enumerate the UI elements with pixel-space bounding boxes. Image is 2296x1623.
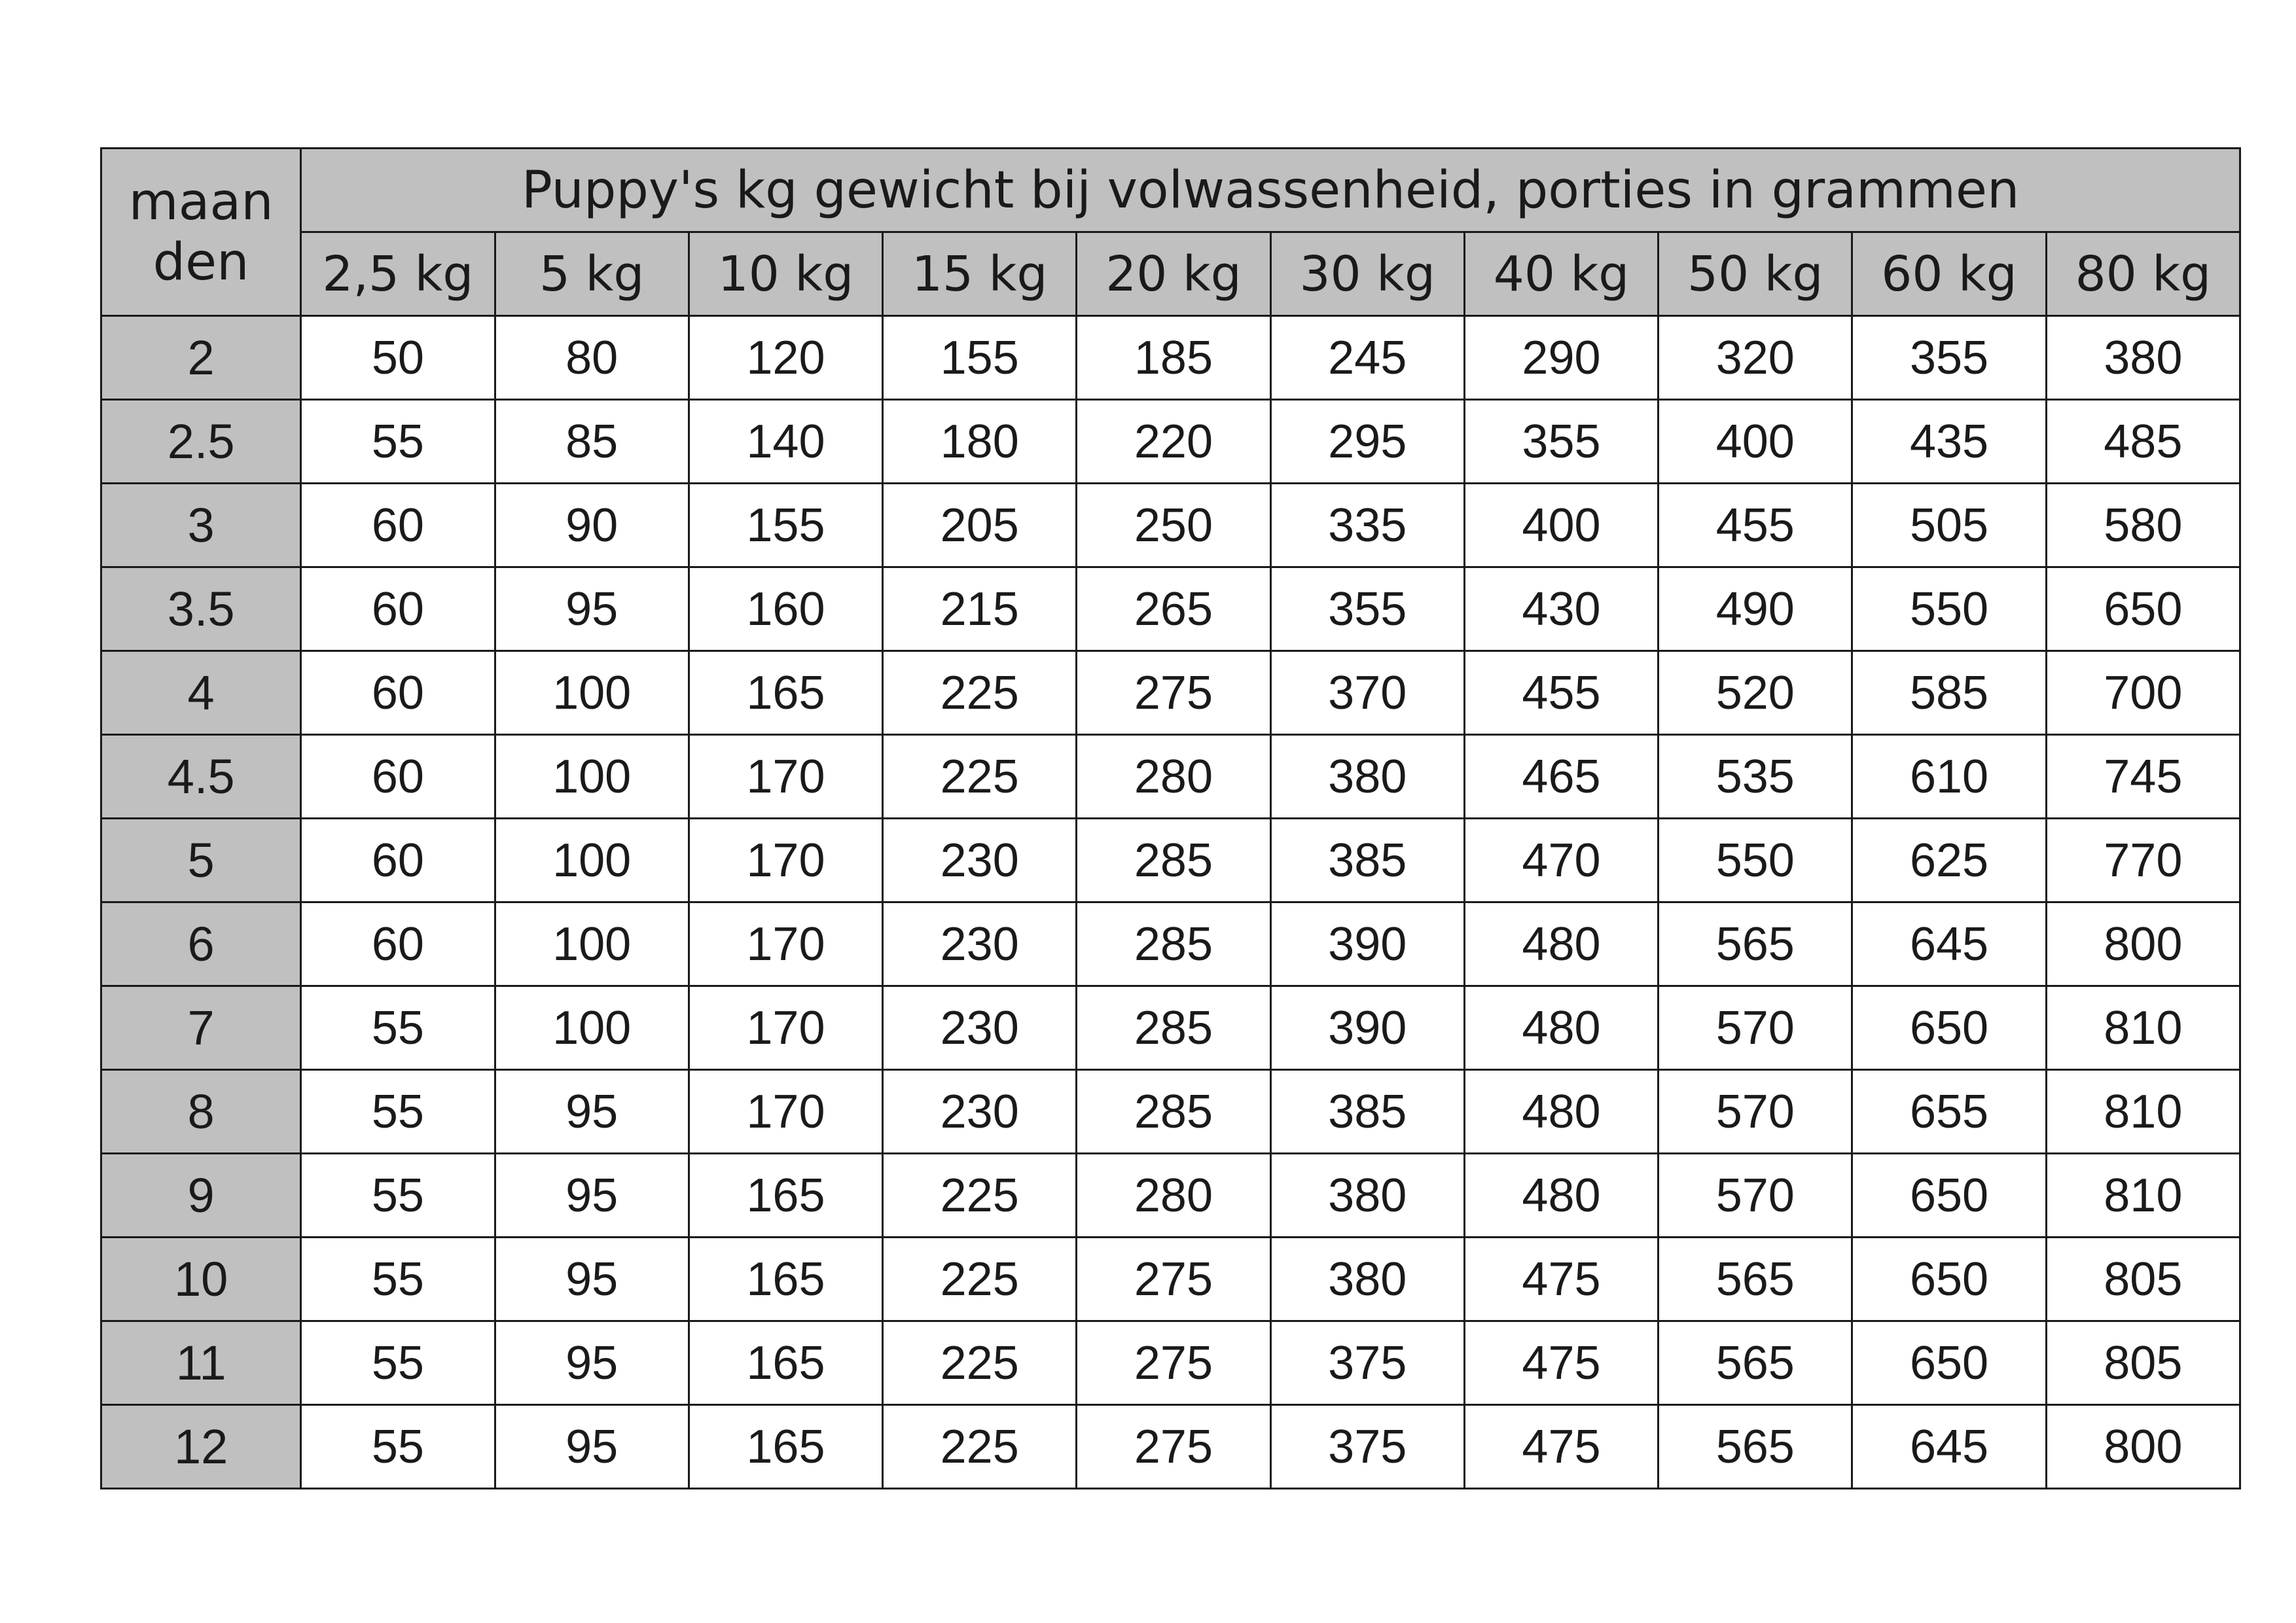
- portion-cell: 650: [1852, 1238, 2046, 1321]
- portion-cell: 165: [689, 1321, 882, 1405]
- portion-cell: 475: [1464, 1238, 1658, 1321]
- portion-cell: 800: [2046, 1405, 2240, 1489]
- portion-cell: 375: [1270, 1321, 1464, 1405]
- table-row: [101, 1070, 2240, 1154]
- portion-cell: 275: [1077, 1238, 1270, 1321]
- portion-cell: 165: [689, 651, 882, 735]
- weight-column-header: 15 kg: [883, 232, 1077, 316]
- portion-cell: 535: [1659, 735, 1852, 819]
- portion-cell: 645: [1852, 902, 2046, 986]
- portion-cell: 60: [301, 651, 495, 735]
- table-row: [101, 735, 2240, 819]
- portion-cell: 385: [1270, 819, 1464, 902]
- portion-cell: 55: [301, 1238, 495, 1321]
- month-cell: 12: [101, 1405, 301, 1489]
- portion-cell: 480: [1464, 986, 1658, 1070]
- month-cell: 10: [101, 1238, 301, 1321]
- month-cell: 5: [101, 819, 301, 902]
- portion-cell: 520: [1659, 651, 1852, 735]
- portion-cell: 810: [2046, 1154, 2240, 1238]
- weight-column-header: 20 kg: [1077, 232, 1270, 316]
- portion-cell: 165: [689, 1405, 882, 1489]
- portion-cell: 180: [883, 400, 1077, 484]
- portion-cell: 225: [883, 1405, 1077, 1489]
- portion-cell: 170: [689, 902, 882, 986]
- weight-column-header: 80 kg: [2046, 232, 2240, 316]
- portion-cell: 100: [495, 986, 689, 1070]
- portion-cell: 60: [301, 819, 495, 902]
- portion-cell: 745: [2046, 735, 2240, 819]
- portion-cell: 455: [1659, 484, 1852, 567]
- portion-cell: 430: [1464, 567, 1658, 651]
- portion-cell: 335: [1270, 484, 1464, 567]
- portion-cell: 385: [1270, 1070, 1464, 1154]
- portion-cell: 650: [1852, 1154, 2046, 1238]
- portion-cell: 155: [883, 316, 1077, 400]
- month-cell: 3.5: [101, 567, 301, 651]
- portion-cell: 50: [301, 316, 495, 400]
- portion-cell: 355: [1852, 316, 2046, 400]
- portion-cell: 55: [301, 1070, 495, 1154]
- weight-column-header: 50 kg: [1659, 232, 1852, 316]
- portion-cell: 550: [1659, 819, 1852, 902]
- portion-cell: 225: [883, 1321, 1077, 1405]
- portion-cell: 295: [1270, 400, 1464, 484]
- portion-cell: 230: [883, 1070, 1077, 1154]
- portion-cell: 205: [883, 484, 1077, 567]
- portion-cell: 215: [883, 567, 1077, 651]
- portion-cell: 570: [1659, 1154, 1852, 1238]
- portion-cell: 400: [1659, 400, 1852, 484]
- portion-cell: 390: [1270, 986, 1464, 1070]
- portion-cell: 100: [495, 735, 689, 819]
- portion-cell: 285: [1077, 819, 1270, 902]
- table-row: [101, 902, 2240, 986]
- portion-cell: 700: [2046, 651, 2240, 735]
- portion-cell: 165: [689, 1154, 882, 1238]
- portion-cell: 355: [1464, 400, 1658, 484]
- month-cell: 4.5: [101, 735, 301, 819]
- portion-cell: 185: [1077, 316, 1270, 400]
- portion-cell: 435: [1852, 400, 2046, 484]
- weight-column-header: 5 kg: [495, 232, 689, 316]
- portion-cell: 810: [2046, 986, 2240, 1070]
- portion-cell: 265: [1077, 567, 1270, 651]
- portion-cell: 170: [689, 1070, 882, 1154]
- portion-cell: 60: [301, 735, 495, 819]
- portion-cell: 285: [1077, 1070, 1270, 1154]
- portion-cell: 585: [1852, 651, 2046, 735]
- portion-cell: 160: [689, 567, 882, 651]
- portion-cell: 100: [495, 902, 689, 986]
- months-header-line2: den: [152, 232, 249, 292]
- portion-cell: 455: [1464, 651, 1658, 735]
- portion-cell: 120: [689, 316, 882, 400]
- portion-cell: 220: [1077, 400, 1270, 484]
- portion-cell: 465: [1464, 735, 1658, 819]
- weight-header-row: [101, 232, 2240, 316]
- portion-cell: 170: [689, 735, 882, 819]
- portion-cell: 480: [1464, 1070, 1658, 1154]
- portion-cell: 570: [1659, 986, 1852, 1070]
- puppy-feeding-table: [100, 147, 2241, 1489]
- month-cell: 3: [101, 484, 301, 567]
- portion-cell: 805: [2046, 1238, 2240, 1321]
- month-cell: 11: [101, 1321, 301, 1405]
- table-row: [101, 651, 2240, 735]
- table-row: [101, 1238, 2240, 1321]
- portion-cell: 275: [1077, 651, 1270, 735]
- portion-cell: 155: [689, 484, 882, 567]
- portion-cell: 480: [1464, 1154, 1658, 1238]
- table-title: Puppy's kg gewicht bij volwassenheid, porties in grammen: [301, 149, 2240, 232]
- portion-cell: 490: [1659, 567, 1852, 651]
- portion-cell: 355: [1270, 567, 1464, 651]
- portion-cell: 610: [1852, 735, 2046, 819]
- portion-cell: 170: [689, 819, 882, 902]
- portion-cell: 375: [1270, 1405, 1464, 1489]
- month-cell: 4: [101, 651, 301, 735]
- month-cell: 6: [101, 902, 301, 986]
- portion-cell: 250: [1077, 484, 1270, 567]
- portion-cell: 380: [1270, 1154, 1464, 1238]
- portion-cell: 580: [2046, 484, 2240, 567]
- month-cell: 2.5: [101, 400, 301, 484]
- portion-cell: 565: [1659, 1405, 1852, 1489]
- portion-cell: 230: [883, 819, 1077, 902]
- portion-cell: 550: [1852, 567, 2046, 651]
- portion-cell: 60: [301, 902, 495, 986]
- portion-cell: 475: [1464, 1321, 1658, 1405]
- portion-cell: 485: [2046, 400, 2240, 484]
- portion-cell: 90: [495, 484, 689, 567]
- portion-cell: 800: [2046, 902, 2240, 986]
- portion-cell: 55: [301, 1154, 495, 1238]
- portion-cell: 650: [2046, 567, 2240, 651]
- portion-cell: 225: [883, 651, 1077, 735]
- weight-column-header: 60 kg: [1852, 232, 2046, 316]
- portion-cell: 100: [495, 651, 689, 735]
- portion-cell: 100: [495, 819, 689, 902]
- portion-cell: 565: [1659, 1321, 1852, 1405]
- portion-cell: 380: [1270, 1238, 1464, 1321]
- months-header-line1: maan: [128, 172, 274, 232]
- portion-cell: 230: [883, 902, 1077, 986]
- portion-cell: 320: [1659, 316, 1852, 400]
- portion-cell: 285: [1077, 902, 1270, 986]
- portion-cell: 95: [495, 1321, 689, 1405]
- month-cell: 7: [101, 986, 301, 1070]
- portion-cell: 245: [1270, 316, 1464, 400]
- months-header: [101, 149, 301, 316]
- portion-cell: 55: [301, 1321, 495, 1405]
- portion-cell: 645: [1852, 1405, 2046, 1489]
- table-row: [101, 1405, 2240, 1489]
- portion-cell: 95: [495, 1154, 689, 1238]
- portion-cell: 625: [1852, 819, 2046, 902]
- portion-cell: 95: [495, 1070, 689, 1154]
- month-cell: 9: [101, 1154, 301, 1238]
- portion-cell: 565: [1659, 1238, 1852, 1321]
- table-row: [101, 316, 2240, 400]
- portion-cell: 55: [301, 1405, 495, 1489]
- portion-cell: 85: [495, 400, 689, 484]
- portion-cell: 225: [883, 1238, 1077, 1321]
- portion-cell: 285: [1077, 986, 1270, 1070]
- portion-cell: 95: [495, 567, 689, 651]
- table-row: [101, 986, 2240, 1070]
- portion-cell: 400: [1464, 484, 1658, 567]
- portion-cell: 230: [883, 986, 1077, 1070]
- portion-cell: 140: [689, 400, 882, 484]
- portion-cell: 380: [2046, 316, 2240, 400]
- weight-column-header: 40 kg: [1464, 232, 1658, 316]
- portion-cell: 165: [689, 1238, 882, 1321]
- month-cell: 8: [101, 1070, 301, 1154]
- portion-cell: 650: [1852, 1321, 2046, 1405]
- weight-column-header: 30 kg: [1270, 232, 1464, 316]
- portion-cell: 225: [883, 1154, 1077, 1238]
- portion-cell: 95: [495, 1238, 689, 1321]
- table-row: [101, 1154, 2240, 1238]
- portion-cell: 650: [1852, 986, 2046, 1070]
- portion-cell: 565: [1659, 902, 1852, 986]
- portion-cell: 55: [301, 400, 495, 484]
- portion-cell: 380: [1270, 735, 1464, 819]
- portion-cell: 570: [1659, 1070, 1852, 1154]
- portion-cell: 655: [1852, 1070, 2046, 1154]
- portion-cell: 505: [1852, 484, 2046, 567]
- table-row: [101, 567, 2240, 651]
- portion-cell: 60: [301, 484, 495, 567]
- portion-cell: 60: [301, 567, 495, 651]
- portion-cell: 475: [1464, 1405, 1658, 1489]
- table-row: [101, 819, 2240, 902]
- portion-cell: 805: [2046, 1321, 2240, 1405]
- table-row: [101, 1321, 2240, 1405]
- portion-cell: 810: [2046, 1070, 2240, 1154]
- table-row: [101, 400, 2240, 484]
- portion-cell: 275: [1077, 1405, 1270, 1489]
- portion-cell: 80: [495, 316, 689, 400]
- portion-cell: 470: [1464, 819, 1658, 902]
- portion-cell: 55: [301, 986, 495, 1070]
- portion-cell: 390: [1270, 902, 1464, 986]
- portion-cell: 770: [2046, 819, 2240, 902]
- portion-cell: 170: [689, 986, 882, 1070]
- table-row: [101, 484, 2240, 567]
- portion-cell: 280: [1077, 735, 1270, 819]
- table-body: [101, 316, 2240, 1489]
- portion-cell: 225: [883, 735, 1077, 819]
- portion-cell: 480: [1464, 902, 1658, 986]
- portion-cell: 275: [1077, 1321, 1270, 1405]
- weight-column-header: 2,5 kg: [301, 232, 495, 316]
- portion-cell: 370: [1270, 651, 1464, 735]
- portion-cell: 280: [1077, 1154, 1270, 1238]
- month-cell: 2: [101, 316, 301, 400]
- portion-cell: 95: [495, 1405, 689, 1489]
- weight-column-header: 10 kg: [689, 232, 882, 316]
- portion-cell: 290: [1464, 316, 1658, 400]
